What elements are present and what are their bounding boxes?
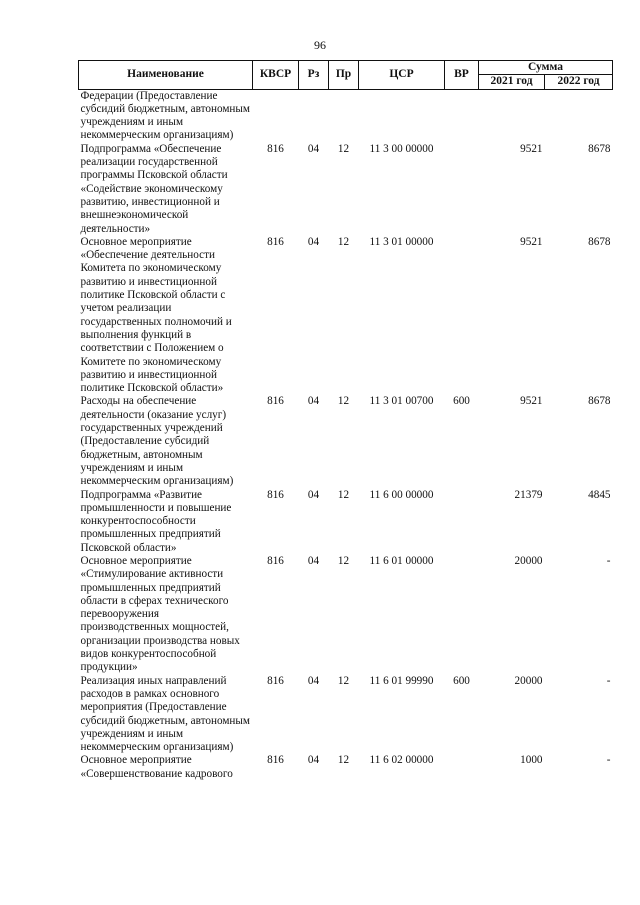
row-pr: 12	[337, 488, 350, 501]
row-kvsr: 816	[267, 554, 284, 567]
row-amount-2021: 9521	[520, 142, 543, 155]
row-rz: 04	[307, 395, 320, 408]
row-pr: 12	[337, 674, 350, 687]
row-rz: 04	[307, 754, 320, 767]
row-pr: 12	[337, 554, 350, 567]
header-name: Наименование	[79, 61, 253, 90]
row-csr: 11 3 00 00000	[369, 142, 434, 155]
table-row	[79, 236, 613, 396]
header-kvsr: КВСР	[253, 61, 299, 90]
row-amount-2022: 4845	[588, 488, 611, 501]
row-name: Основное мероприятие «Стимулирование активности промышленных предприятий области в сферах технического перевооружения производственных мощностей, организации производства новых видов конкурентоспособной продукции»	[80, 554, 240, 674]
row-name: Федерации (Предоставление субсидий бюджетным, автономным учреждениям и иным некоммерческим организациям)	[80, 89, 250, 142]
row-pr: 12	[337, 142, 350, 155]
row-name: Подпрограмма «Обеспечение реализации государственной программы Псковской области «Содействие экономическому развитию, инвестиционной и внешнеэкономической деятельности»	[80, 142, 228, 235]
row-amount-2021: 21379	[514, 488, 543, 501]
row-kvsr: 816	[267, 754, 284, 767]
header-year-2022: 2022 год	[545, 75, 613, 89]
header-vr: ВР	[445, 61, 479, 90]
row-amount-2022	[545, 89, 613, 143]
row-name: Расходы на обеспечение деятельности (оказание услуг) государственных учреждений (Предоставление субсидий бюджетным, автономным учреждениям и иным некоммерческим организациям)	[80, 395, 234, 488]
table-row	[79, 754, 613, 781]
row-csr: 11 6 01 00000	[369, 554, 434, 567]
row-amount-2022: -	[606, 554, 611, 567]
row-name: Основное мероприятие «Обеспечение деятельности Комитета по экономическому развитию и инвестиционной политике Псковской области с учетом реализации государственных полномочий и выполнения функций в соответствии с Положением о Комитете по экономическому развитию и инвестиционной политике Псковской области»	[80, 235, 232, 395]
row-rz	[299, 89, 329, 143]
row-vr	[445, 143, 479, 236]
row-kvsr: 816	[267, 235, 284, 248]
header-csr: ЦСР	[359, 61, 445, 90]
row-kvsr	[253, 89, 299, 143]
table-row	[79, 489, 613, 555]
row-vr	[445, 89, 479, 143]
row-csr: 11 3 01 00000	[369, 235, 434, 248]
row-vr	[445, 754, 479, 781]
row-amount-2021: 20000	[514, 674, 543, 687]
row-vr	[445, 489, 479, 555]
row-pr: 12	[337, 754, 350, 767]
row-vr	[445, 555, 479, 675]
row-pr: 12	[337, 395, 350, 408]
row-name: Основное мероприятие «Совершенствование кадрового	[80, 754, 233, 780]
row-rz: 04	[307, 674, 320, 687]
row-name: Подпрограмма «Развитие промышленности и повышение конкурентоспособности промышленных предприятий Псковской области»	[80, 488, 232, 554]
row-amount-2021: 20000	[514, 554, 543, 567]
header-sum: Сумма	[479, 61, 613, 75]
page-number: 96	[314, 38, 326, 52]
row-rz: 04	[307, 235, 320, 248]
row-kvsr: 816	[267, 674, 284, 687]
row-amount-2022: 8678	[588, 142, 611, 155]
row-csr: 11 6 02 00000	[369, 754, 434, 767]
table-row	[79, 89, 613, 143]
row-csr: 11 6 01 99990	[369, 674, 434, 687]
row-amount-2022: -	[606, 674, 611, 687]
row-pr: 12	[337, 235, 350, 248]
row-name: Реализация иных направлений расходов в рамках основного мероприятия (Предоставление субсидий бюджетным, автономным учреждениям и иным некоммерческим организациям)	[80, 674, 250, 754]
table-row	[79, 555, 613, 675]
header-rz: Рз	[299, 61, 329, 90]
row-amount-2021	[479, 89, 545, 143]
row-amount-2022: -	[606, 754, 611, 767]
row-vr	[445, 236, 479, 396]
budget-table	[78, 60, 613, 781]
row-csr: 11 3 01 00700	[369, 395, 434, 408]
row-amount-2022: 8678	[588, 235, 611, 248]
row-amount-2021: 1000	[520, 754, 543, 767]
row-pr	[329, 89, 359, 143]
row-rz: 04	[307, 554, 320, 567]
row-kvsr: 816	[267, 142, 284, 155]
row-vr: 600	[453, 395, 470, 408]
row-csr: 11 6 00 00000	[369, 488, 434, 501]
row-csr	[359, 89, 445, 143]
row-vr: 600	[453, 674, 470, 687]
table-body	[79, 89, 613, 781]
row-rz: 04	[307, 488, 320, 501]
header-pr: Пр	[329, 61, 359, 90]
row-amount-2021: 9521	[520, 395, 543, 408]
table-row	[79, 143, 613, 236]
table-row	[79, 675, 613, 755]
row-kvsr: 816	[267, 488, 284, 501]
row-rz: 04	[307, 142, 320, 155]
row-amount-2022: 8678	[588, 395, 611, 408]
row-kvsr: 816	[267, 395, 284, 408]
row-amount-2021: 9521	[520, 235, 543, 248]
header-year-2021: 2021 год	[479, 75, 545, 89]
table-row	[79, 395, 613, 488]
